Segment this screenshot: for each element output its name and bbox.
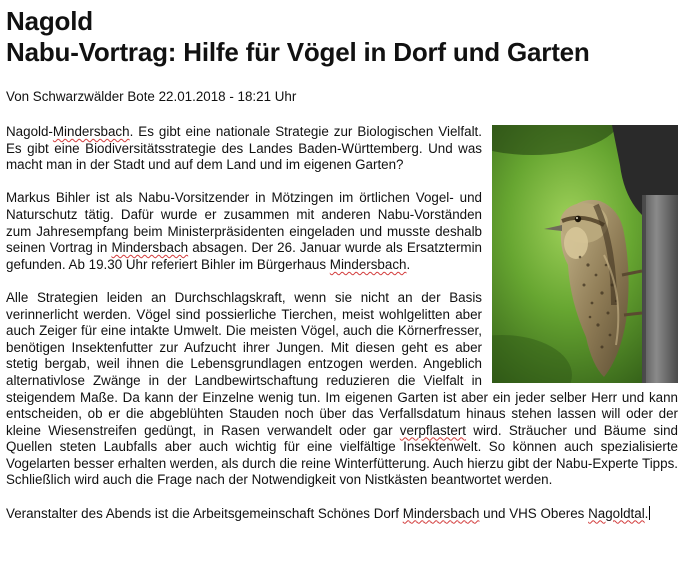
spellcheck-word: Mindersbach [402, 505, 480, 521]
bird-photo [492, 125, 678, 383]
spellcheck-word: Mindersbach [111, 240, 189, 256]
title-line-1: Nagold [6, 6, 93, 36]
wryneck-bird-icon [492, 125, 678, 383]
title-line-2: Nabu-Vortrag: Hilfe für Vögel in Dorf und Garten [6, 37, 590, 67]
paragraph-3: Alle Strategien leiden an Durchschlagskraft, wenn sie nicht an der Basis verinnerlicht werden. Vögel sind possierliche Tierchen, meist wohlgelitten aber auch Zeiger für eine intakte Umwelt. Die meisten Vögel, auch die Körnerfresser, benötigen Insektenfutter zur Aufzucht ihrer Jungen. Mit diesen geht es aber stetig bergab, weil ihnen die Lebensgrundlagen entzogen werden. Angeblich alternativlose Zwänge in der Landbewirtschaftung reduzieren die Vielfalt in steigendem Maße. Da kann der Einzelne wenig tun. Im eigenen Garten ist aber ein jeder selber Herr und kann entscheiden, ob er die abgeblühten Stauden noch über das Verfallsdatum hinaus stehen lassen will oder der kleine Wiesenstreifen gedüngt, in Rasen verwandelt oder gar verpflastert wird. Sträucher und Bäume sind Quellen steten Laubfalls aber auch wichtig für eine vielfältige Insektenwelt. So können auch spezialisierte Vogelarten besser erhalten werden, als durch die reine Winterfütterung. Auch hierzu gibt der Nabu-Experte Tipps. Schließlich wird auch die Frage nach der Notwendigkeit von Nistkästen beantwortet werden. [6, 289, 678, 488]
spellcheck-word: Mindersbach [329, 256, 407, 272]
spellcheck-word: verpflastert [399, 422, 467, 438]
article-body[interactable] [6, 124, 678, 522]
paragraph-4: Veranstalter des Abends ist die Arbeitsgemeinschaft Schönes Dorf Mindersbach und VHS Oberes Nagoldtal. [6, 505, 649, 521]
text-cursor [649, 506, 650, 520]
page-title [6, 6, 678, 68]
byline: Von Schwarzwälder Bote 22.01.2018 - 18:21 Uhr [6, 89, 297, 104]
paragraph-1: Nagold-Mindersbach. Es gibt eine nationale Strategie zur Biologischen Vielfalt. Es gibt eine Biodiversitätsstrategie des Landes Baden-Württemberg. Und was macht man in der Stadt und auf dem Land und im eigenen Garten? [6, 124, 482, 173]
spellcheck-word: Mindersbach [52, 124, 130, 139]
document-page [6, 6, 678, 539]
paragraph-2: Markus Bihler ist als Nabu-Vorsitzender in Mötzingen im örtlichen Vogel- und Naturschutz tätig. Dafür wurde er zusammen mit anderen Nabu-Vorständen zum Jahresempfang beim Ministerpräsidenten eingeladen und musste deshalb seinen Vortrag in Mindersbach absagen. Der 26. Januar wurde als Ersatztermin gefunden. Ab 19.30 Uhr referiert Bihler im Bürgerhaus Mindersbach. [6, 190, 482, 272]
spellcheck-word: Nagoldtal [588, 505, 645, 521]
